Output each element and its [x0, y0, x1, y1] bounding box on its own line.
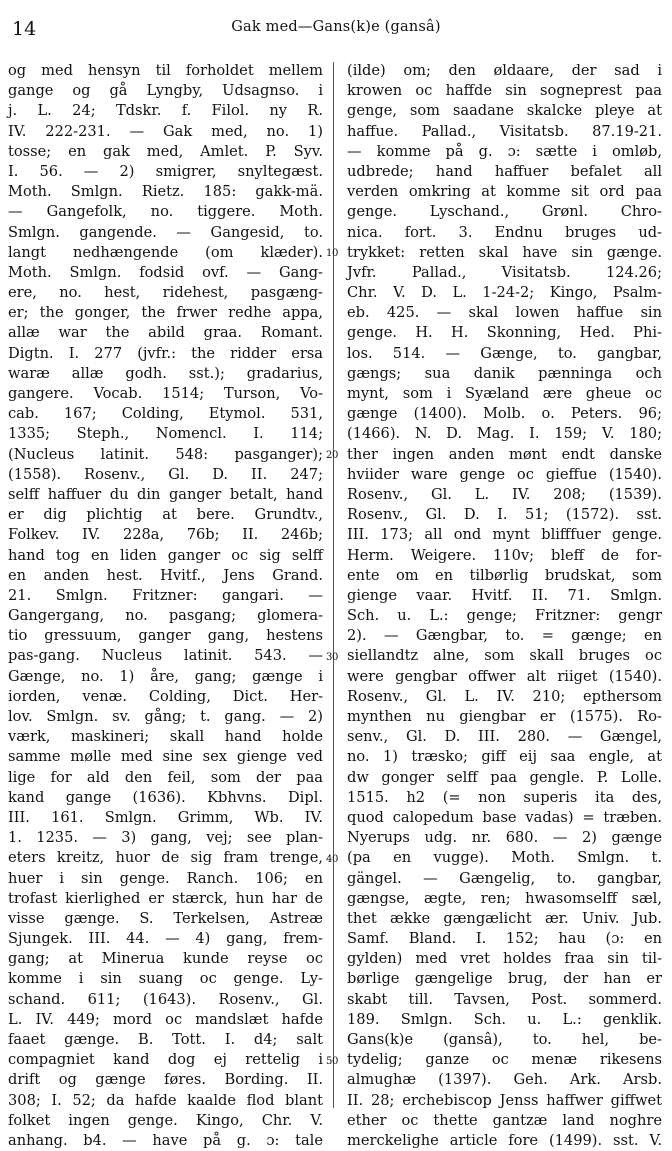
text-line: were gengbar offwer alt riiget (1540). — [347, 667, 662, 685]
text-line: og med hensyn til forholdet mellem — [8, 62, 323, 79]
text-line: Gænge, no. 1) åre, gang; gænge i — [8, 667, 323, 685]
text-line: ether oc thette gantzæ land noghre — [347, 1111, 662, 1129]
text-line: Rosenv., Gl. D. I. 51; (1572). sst. — [347, 506, 662, 524]
text-line: ere, no. hest, ridehest, pasgæng- — [8, 284, 323, 302]
text-line: quod calopedum base vadas) = træben. — [347, 808, 662, 826]
text-line: genge, som saadane skalcke pleye at — [347, 102, 662, 120]
text-line: allæ war the abild graa. Romant. — [8, 324, 323, 342]
text-line: IV. 222-231. — Gak med, no. 1) — [8, 122, 323, 140]
text-line: (1558). Rosenv., Gl. D. II. 247; — [8, 465, 323, 483]
text-line: gængs; sua danik pænninga och — [347, 364, 662, 382]
text-line: genge. H. H. Skonning, Hed. Phi- — [347, 324, 662, 342]
text-line: ther ingen anden mønt endt danske — [347, 445, 662, 463]
text-line: langt nedhængende (om klæder). — [8, 243, 323, 261]
text-line: Gangergang, no. pasgang; glomera- — [8, 607, 323, 625]
text-line: Samf. Bland. I. 152; hau (ɔ: en — [347, 930, 662, 948]
margin-line-number: 10 — [326, 247, 339, 259]
text-line: trykket: retten skal have sin gænge. — [347, 243, 662, 261]
text-line: 21. Smlgn. Fritzner: gangari. — — [8, 586, 323, 604]
text-line: tydelig; ganze oc menæ rikesens — [347, 1051, 662, 1069]
text-line: Rosenv., Gl. L. IV. 210; epthersom — [347, 687, 662, 705]
margin-line-number: 50 — [326, 1055, 339, 1067]
text-line: pas-gang. Nucleus latinit. 543. — — [8, 647, 323, 665]
text-line: anhang. b4. — have på g. ɔ: tale — [8, 1131, 323, 1149]
text-line: Smlgn. gangende. — Gangesid, to. — [8, 223, 323, 241]
text-line: udbrede; hand haffuer befalet all — [347, 162, 662, 180]
text-line: hviider ware genge oc gieffue (1540). — [347, 465, 662, 483]
text-line: siellandtz alne, som skall bruges oc — [347, 647, 662, 665]
text-line: tio gressuum, ganger gang, hestens — [8, 627, 323, 645]
text-line: III. 173; all ond mynt blifffuer genge. — [347, 526, 662, 544]
text-line: Rosenv., Gl. L. IV. 208; (1539). — [347, 485, 662, 503]
text-line: gängel. — Gængelig, to. gangbar, — [347, 869, 662, 887]
text-line: — Gangefolk, no. tiggere. Moth. — [8, 203, 323, 221]
text-line: 2). — Gængbar, to. = gænge; en — [347, 627, 662, 645]
page-header — [8, 18, 664, 40]
text-line: skabt till. Tavsen, Post. sommerd. — [347, 990, 662, 1008]
text-line: Nyerups udg. nr. 680. — 2) gænge — [347, 829, 662, 847]
text-line: eb. 425. — skal lowen haffue sin — [347, 304, 662, 322]
text-line: gylden) med vret holdes fraa sin til- — [347, 950, 662, 968]
text-line: Jvfr. Pallad., Visitatsb. 124.26; — [347, 263, 662, 281]
text-line: Folkev. IV. 228a, 76b; II. 246b; — [8, 526, 323, 544]
text-line: j. L. 24; Tdskr. f. Filol. ny R. — [8, 102, 323, 120]
left-column — [8, 61, 323, 1151]
text-line: 189. Smlgn. Sch. u. L.: genklik. — [347, 1010, 662, 1028]
text-line: tosse; en gak med, Amlet. P. Syv. — [8, 142, 323, 160]
text-line: ente om en tilbørlig brudskat, som — [347, 566, 662, 584]
text-line: cab. 167; Colding, Etymol. 531, — [8, 405, 323, 423]
text-line: compagniet kand dog ej rettelig i — [8, 1051, 323, 1069]
text-line: verden omkring at komme sit ord paa — [347, 183, 662, 201]
text-line: Herm. Weigere. 110v; bleff de for- — [347, 546, 662, 564]
text-line: drift og gænge føres. Bording. II. — [8, 1071, 323, 1089]
text-line: — komme på g. ɔ: sætte i omløb, — [347, 142, 662, 160]
running-title: Gak med—Gans(k)e (gansâ) — [231, 19, 441, 35]
text-line: Moth. Smlgn. fodsid ovf. — Gang- — [8, 263, 323, 281]
text-line: Chr. V. D. L. 1-24-2; Kingo, Psalm- — [347, 284, 662, 302]
text-line: mynthen nu giengbar er (1575). Ro- — [347, 708, 662, 725]
text-line: trofast kierlighed er stærck, hun har de — [8, 889, 323, 907]
text-line: Digtn. I. 277 (jvfr.: the ridder ersa — [8, 344, 323, 362]
text-line: 1. 1235. — 3) gang, vej; see plan- — [8, 829, 323, 847]
text-line: folket ingen genge. Kingo, Chr. V. — [8, 1111, 323, 1129]
text-line: gænge (1400). Molb. o. Peters. 96; — [347, 405, 662, 423]
text-line: eters kreitz, huor de sig fram trenge, — [8, 849, 323, 867]
text-line: L. IV. 449; mord oc mandslæt hafde — [8, 1010, 323, 1028]
text-line: senv., Gl. D. III. 280. — Gængel, — [347, 728, 662, 746]
text-line: kand gange (1636). Kbhvns. Dipl. — [8, 788, 323, 806]
text-line: gange og gå Lyngby, Udsagnso. i — [8, 82, 323, 100]
text-line: samme mølle med sine sex gienge ved — [8, 748, 323, 766]
margin-line-number: 30 — [326, 651, 339, 663]
text-line: lige for ald den feil, som der paa — [8, 768, 323, 786]
text-line: Sjungek. III. 44. — 4) gang, frem- — [8, 930, 323, 948]
text-line: krowen oc haffde sin sogneprest paa — [347, 82, 662, 100]
text-line: 308; I. 52; da hafde kaalde flod blant — [8, 1091, 323, 1109]
text-line: thet ække gængælicht ær. Univ. Jub. — [347, 909, 662, 927]
text-line: Moth. Smlgn. Rietz. 185: gakk-mä. — [8, 183, 323, 201]
text-line: faaet gænge. B. Tott. I. d4; salt — [8, 1031, 323, 1048]
text-line: er dig plichtig at bere. Grundtv., — [8, 506, 323, 524]
text-line: (pa en vugge). Moth. Smlgn. t. — [347, 849, 662, 867]
text-line: huer i sin genge. Ranch. 106; en — [8, 869, 323, 887]
text-line: 1335; Steph., Nomencl. I. 114; — [8, 425, 323, 443]
text-line: gangere. Vocab. 1514; Turson, Vo- — [8, 385, 323, 402]
text-line: no. 1) træsko; giff eij saa engle, at — [347, 748, 662, 766]
margin-line-number: 40 — [326, 853, 339, 865]
text-line: gængse, ægte, ren; hwasomselff sæl, — [347, 889, 662, 907]
text-line: nica. fort. 3. Endnu bruges ud- — [347, 223, 662, 241]
text-line: genge. Lyschand., Grønl. Chro- — [347, 203, 662, 221]
text-line: lov. Smlgn. sv. gång; t. gang. — 2) — [8, 708, 323, 725]
text-line: schand. 611; (1643). Rosenv., Gl. — [8, 990, 323, 1008]
text-line: (Nucleus latinit. 548: pasganger); — [8, 445, 323, 463]
text-line: (ilde) om; den øldaare, der sad i — [347, 62, 662, 79]
text-line: selff haffuer du din ganger betalt, hand — [8, 485, 323, 503]
text-line: værk, maskineri; skall hand holde — [8, 728, 323, 746]
text-line: I. 56. — 2) smigrer, snyltegæst. — [8, 162, 323, 180]
text-line: gang; at Minerua kunde reyse oc — [8, 950, 323, 968]
right-column — [347, 61, 662, 1151]
text-line: III. 161. Smlgn. Grimm, Wb. IV. — [8, 808, 323, 826]
text-line: 1515. h2 (= non superis ita des, — [347, 788, 662, 806]
text-line: Gans(k)e (gansâ), to. hel, be- — [347, 1031, 662, 1048]
text-line: (1466). N. D. Mag. I. 159; V. 180; — [347, 425, 662, 443]
text-line: visse gænge. S. Terkelsen, Astreæ — [8, 909, 323, 927]
text-line: II. 28; erchebiscop Jenss haffwer giffwet — [347, 1091, 662, 1109]
text-line: hand tog en liden ganger oc sig selff — [8, 546, 323, 564]
text-line: merckelighe article fore (1499). sst. V. — [347, 1131, 662, 1149]
page-number: 14 — [12, 18, 37, 40]
text-line: dw gonger selff paa gengle. P. Lolle. — [347, 768, 662, 786]
text-line: børlige gængelige brug, der han er — [347, 970, 662, 988]
column-divider — [333, 62, 334, 1108]
text-line: komme i sin suang oc genge. Ly- — [8, 970, 323, 988]
text-line: gienge vaar. Hvitf. II. 71. Smlgn. — [347, 586, 662, 604]
text-line: iorden, venæ. Colding, Dict. Her- — [8, 687, 323, 705]
text-line: haffue. Pallad., Visitatsb. 87.19-21. — [347, 122, 662, 140]
margin-line-number: 20 — [326, 449, 339, 461]
text-line: er; the gonger, the frwer redhe appa, — [8, 304, 323, 322]
text-line: almughæ (1397). Geh. Ark. Arsb. — [347, 1071, 662, 1089]
text-line: mynt, som i Syæland ære gheue oc — [347, 385, 662, 402]
text-line: waræ allæ godh. sst.); gradarius, — [8, 364, 323, 382]
text-line: en anden hest. Hvitf., Jens Grand. — [8, 566, 323, 584]
text-line: Sch. u. L.: genge; Fritzner: gengr — [347, 607, 662, 625]
text-line: los. 514. — Gænge, to. gangbar, — [347, 344, 662, 362]
